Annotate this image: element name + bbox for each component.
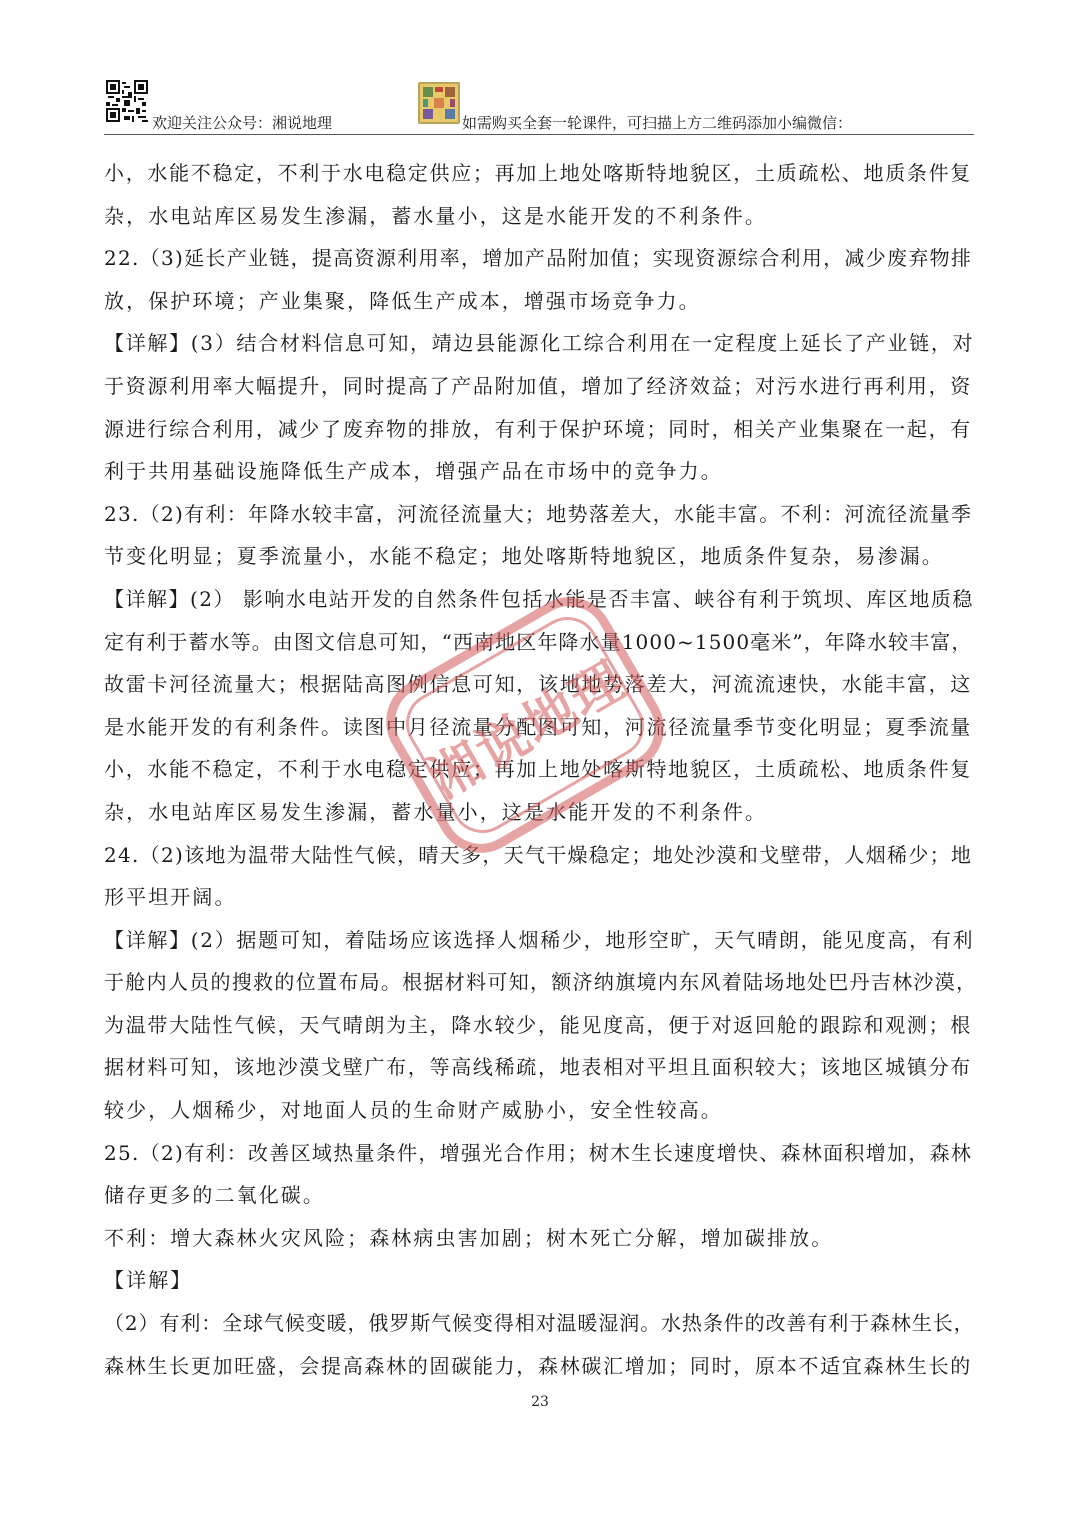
text-line: 故雷卡河径流量大；根据陆高图例信息可知，该地地势落差大，河流流速快，水能丰富，这 xyxy=(104,672,972,697)
text-line: （2）有利：全球气候变暖，俄罗斯气候变得相对温暖湿润。水热条件的改善有利于森林生长， xyxy=(104,1311,975,1336)
text-line: 放，保护环境；产业集聚，降低生产成本，增强市场竞争力。 xyxy=(104,288,701,313)
text-line: 为温带大陆性气候，天气晴朗为主，降水较少，能见度高，便于对返回舱的跟踪和观测；根 xyxy=(104,1012,972,1037)
answer-body xyxy=(104,152,979,1387)
text-line: 森林生长更加旺盛，会提高森林的固碳能力，森林碳汇增加；同时，原本不适宜森林生长的 xyxy=(104,1353,972,1378)
text-line: 22.（3)延长产业链，提高资源利用率，增加产品附加值；实现资源综合利用，减少废弃物排 xyxy=(104,246,973,271)
header-left-text: 欢迎关注公众号：湘说地理 xyxy=(152,114,333,132)
text-line: 【详解】 xyxy=(104,1268,193,1293)
text-line: 储存更多的二氧化碳。 xyxy=(104,1183,325,1208)
text-line: 利于共用基础设施降低生产成本，增强产品在市场中的竞争力。 xyxy=(104,459,723,484)
text-line: 【详解】(2） 影响水电站开发的自然条件包括水能是否丰富、峡谷有利于筑坝、库区地质稳 xyxy=(104,586,974,611)
text-line: 23.（2)有利：年降水较丰富，河流径流量大；地势落差大，水能丰富。不利：河流径流量季 xyxy=(104,501,973,526)
text-line: 【详解】(3）结合材料信息可知，靖边县能源化工综合利用在一定程度上延长了产业链，对 xyxy=(104,331,975,356)
text-line: 于资源利用率大幅提升，同时提高了产品附加值，增加了经济效益；对污水进行再利用，资 xyxy=(104,373,972,398)
watermark-text: 湘说地理 xyxy=(419,650,637,811)
text-line: 于舱内人员的搜救的位置布局。根据材料可知，额济纳旗境内东风着陆场地处巴丹吉林沙漠， xyxy=(104,970,978,995)
text-line: 【详解】(2）据题可知，着陆场应该选择人烟稀少，地形空旷，天气晴朗，能见度高，有利 xyxy=(104,927,975,952)
header-right-text: 如需购买全套一轮课件，可扫描上方二维码添加小编微信： xyxy=(462,114,853,132)
header-divider xyxy=(104,134,974,135)
text-line: 是水能开发的有利条件。读图中月径流量分配图可知，河流径流量季节变化明显；夏季流量 xyxy=(104,714,972,739)
text-line: 24.（2)该地为温带大陆性气候，晴天多，天气干燥稳定；地处沙漠和戈壁带，人烟稀少；地 xyxy=(104,842,973,867)
wechat-qr-icon xyxy=(418,82,460,124)
text-line: 源进行综合利用，减少了废弃物的排放，有利于保护环境；同时，相关产业集聚在一起，有 xyxy=(104,416,972,441)
text-line: 小，水能不稳定，不利于水电稳定供应；再加上地处喀斯特地貌区，土质疏松、地质条件复 xyxy=(104,757,972,782)
text-line: 节变化明显；夏季流量小，水能不稳定；地处喀斯特地貌区，地质条件复杂，易渗漏。 xyxy=(104,544,944,569)
qr-code-icon xyxy=(106,80,148,122)
text-line: 小，水能不稳定，不利于水电稳定供应；再加上地处喀斯特地貌区，土质疏松、地质条件复 xyxy=(104,161,972,185)
text-line: 较少，人烟稀少，对地面人员的生命财产威胁小，安全性较高。 xyxy=(104,1098,723,1123)
text-line: 杂，水电站库区易发生渗漏，蓄水量小，这是水能开发的不利条件。 xyxy=(104,799,767,824)
text-line: 形平坦开阔。 xyxy=(104,885,237,910)
text-line: 不利：增大森林火灾风险；森林病虫害加剧；树木死亡分解，增加碳排放。 xyxy=(104,1225,834,1250)
text-line: 定有利于蓄水等。由图文信息可知，“西南地区年降水量1000~1500毫米”，年降水较丰富， xyxy=(104,629,973,654)
text-line: 杂，水电站库区易发生渗漏，蓄水量小，这是水能开发的不利条件。 xyxy=(104,203,767,228)
text-line: 25.（2)有利：改善区域热量条件，增强光合作用；树木生长速度增快、森林面积增加，森林 xyxy=(104,1140,973,1165)
text-line: 据材料可知，该地沙漠戈壁广布，等高线稀疏，地表相对平坦且面积较大；该地区城镇分布 xyxy=(104,1055,972,1080)
page-header xyxy=(0,0,1080,140)
page-number: 23 xyxy=(531,1394,549,1410)
